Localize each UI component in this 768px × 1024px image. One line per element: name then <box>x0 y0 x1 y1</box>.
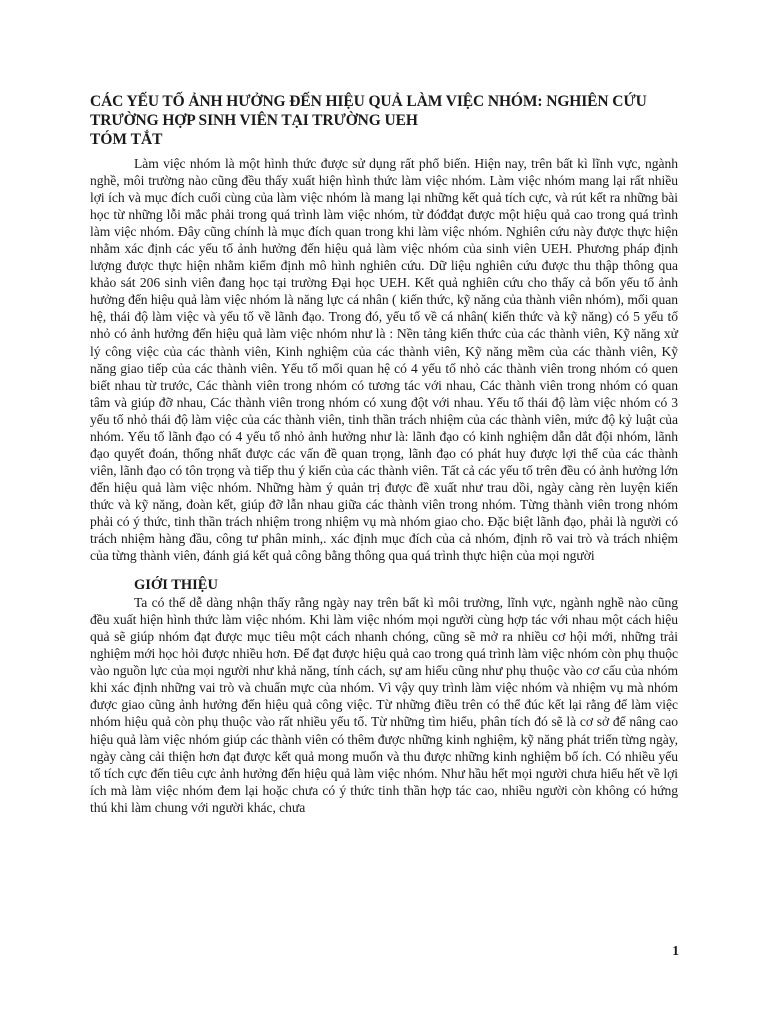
abstract-heading: TÓM TẮT <box>90 131 163 148</box>
page-number: 1 <box>672 943 679 958</box>
document-page <box>90 92 678 816</box>
introduction-paragraph: Ta có thể dễ dàng nhận thấy rằng ngày nay trên bất kì môi trường, lĩnh vực, ngành nghề nào cũng đều xuất hiện hình thức làm việc nhóm. Khi làm việc nhóm mọi người cùng hợp tác với nhau một cách hiệu quả sẽ giúp nhóm đạt được mục tiêu một cách nhanh chóng, cũng sẽ mở ra nhiều cơ hội mới, những trải nghiệm mới học hỏi được nhiều hơn. Để đạt được hiệu quả cao trong quá trình làm việc nhóm còn phụ thuộc vào nguồn lực của mọi người như khả năng, tính cách, sự am hiểu cũng như phụ thuộc vào cơ cấu của nhóm khi xác định những vai trò và chuẩn mực của nhóm. Vì vậy quy trình làm việc nhóm và nhiệm vụ mà nhóm được giao cũng ảnh hưởng đến hiệu quả công việc. Từ những điều trên có thể đúc kết lại rằng để làm việc nhóm hiệu quả còn phụ thuộc vào rất nhiều yếu tố. Từ những tìm hiểu, phân tích đó sẽ là cơ sở để nâng cao hiệu quả làm việc nhóm giúp các thành viên có thêm được những kinh nghiệm, kỹ năng phát triển từng ngày, ngày càng cải thiện hơn đạt được kết quả mong muốn và thu được những kinh nghiệm bổ ích. Có nhiều yếu tố tích cực đến tiêu cực ảnh hưởng đến hiệu quả làm việc nhóm. Như hầu hết mọi người chưa hiểu hết về lợi ích mà làm việc nhóm đem lại hoặc chưa có ý thức tinh thần hợp tác cao, nhiều người còn không có hứng thú khi làm chung với người khác, chưa <box>90 595 678 815</box>
abstract-paragraph: Làm việc nhóm là một hình thức được sử dụng rất phổ biến. Hiện nay, trên bất kì lĩnh vực, ngành nghề, môi trường nào cũng đều thấy xuất hiện hình thức làm việc nhóm. Làm việc nhóm mang lại rất nhiều lợi ích và mục đích cuối cùng của làm việc nhóm là mang lại những kết quả tích cực, và rút kết ra những bài học từ những lỗi mắc phải trong quá trình làm việc nhóm, từ đóđđạt được một hiệu quả cao trong quá trình làm việc nhóm. Đây cũng chính là mục đích quan trong khi làm việc nhóm. Nghiên cứu này được thực hiện nhằm xác định các yếu tố ảnh hưởng đến hiệu quả làm việc nhóm của sinh viên UEH. Phương pháp định lượng được thực hiện nhằm kiểm định mô hình nghiên cứu. Dữ liệu nghiên cứu được thu thập thông qua khảo sát 206 sinh viên đang học tại trường Đại học UEH. Kết quả nghiên cứu cho thấy cả bốn yếu tố ảnh hưởng đến hiệu quả làm việc nhóm là năng lực cá nhân ( kiến thức, kỹ năng của thành viên nhóm), mối quan hệ, thái độ làm việc và yếu tố về lãnh đạo. Trong đó, yếu tố về cá nhân( kiến thức và kỹ năng) có 5 yếu tố nhỏ có ảnh hưởng đến hiệu quả làm việc nhóm như là : Nền tảng kiến thức của các thành viên, Kỹ năng xử lý công việc của các thành viên, Kinh nghiệm của các thành viên, Kỹ năng mềm của các thành viên, Kỹ năng giao tiếp của các thành viên. Yếu tố mối quan hệ có 4 yếu tố nhỏ các thành viên trong nhóm có quen biết nhau từ trước, Các thành viên trong nhóm có tương tác với nhau, Các thành viên trong nhóm có quan tâm và giúp đỡ nhau, Các thành viên trong nhóm có xung đột với nhau. Yếu tố thái độ làm việc nhóm có 3 yếu tố nhỏ thái độ làm việc của các thành viên, tinh thần trách nhiệm của các thành viên, mức độ kỷ luật của nhóm. Yếu tố lãnh đạo có 4 yếu tố nhỏ ảnh hưởng như là: lãnh đạo có kinh nghiệm dẫn dắt đội nhóm, lãnh đạo quyết đoán, thống nhất được các vấn đề quan trọng, lãnh đạo có phát huy được lợi thế của các thành viên, lãnh đạo có tôn trọng và tiếp thu ý kiến của các thành viên. Tất cả các yếu tố trên đều có ảnh hưởng lớn đến hiệu quả làm việc nhóm. Những hàm ý quản trị được đề xuất như trau dồi, ngày càng rèn luyện kiến thức và kỹ năng, đoàn kết, giúp đỡ lẫn nhau giữa các thành viên trong nhóm. Từng thành viên trong nhóm phải có ý thức, tinh thần trách nhiệm trong nhiệm vụ mà nhóm giao cho. Đặc biệt lãnh đạo, phải là người có trách nhiệm hàng đầu, công tư phân minh,. xác định mục đích của cả nhóm, định rõ vai trò và trách nhiệm của từng thành viên, đánh giá kết quả công bằng thông qua quá trình thực hiện của mọi người <box>90 156 678 564</box>
document-title: CÁC YẾU TỐ ẢNH HƯỞNG ĐẾN HIỆU QUẢ LÀM VIỆC NHÓM: NGHIÊN CỨU TRƯỜNG HỢP SINH VIÊN TẠI TRƯỜNG UEH <box>90 93 647 129</box>
introduction-heading: GIỚI THIỆU <box>134 577 218 594</box>
